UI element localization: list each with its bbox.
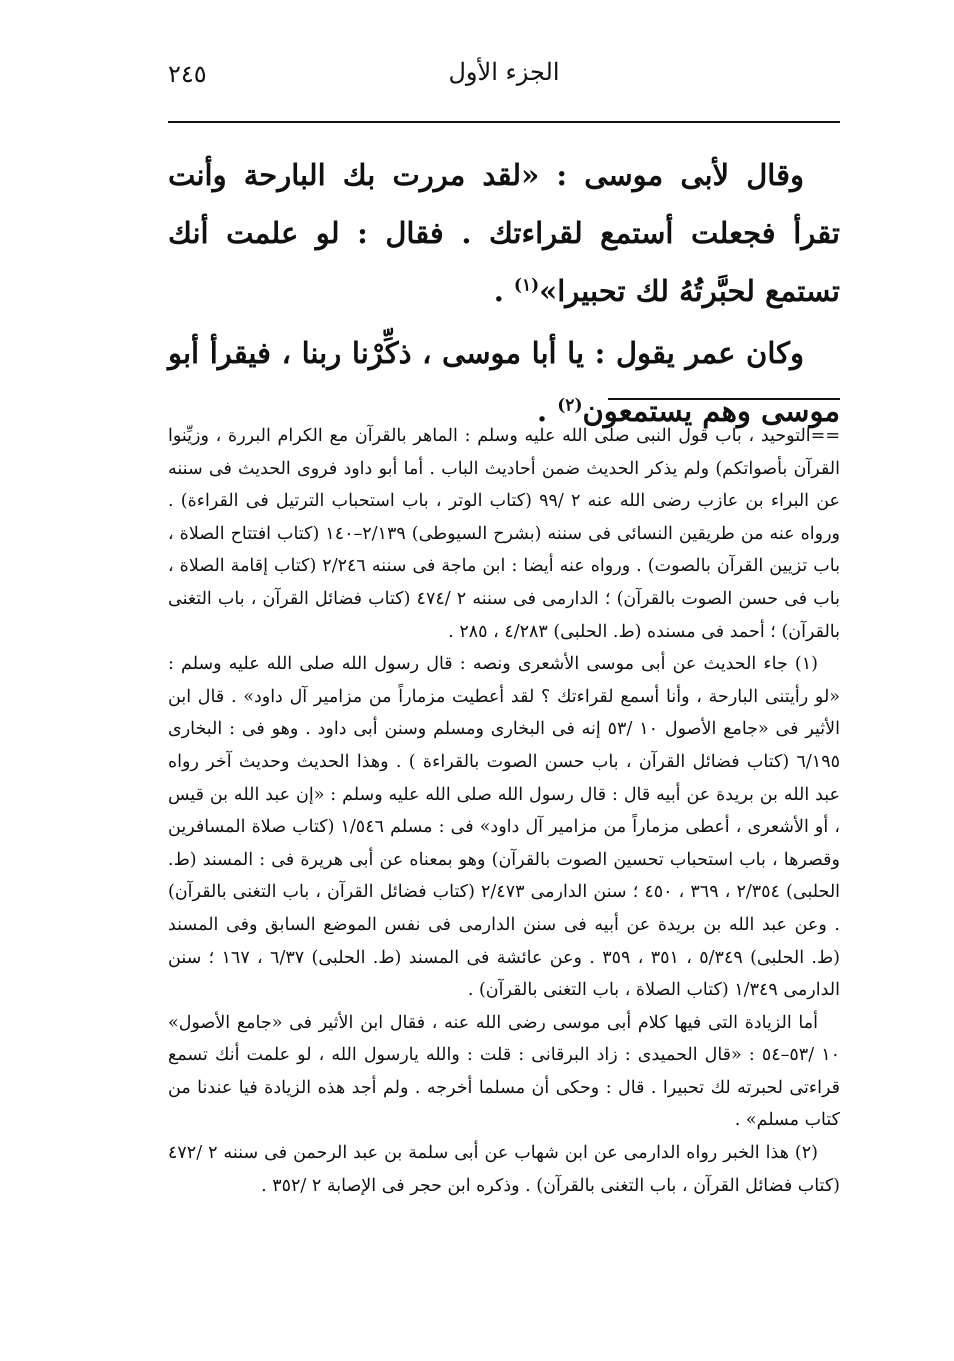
running-title: الجزء الأول [448, 58, 560, 86]
footnote-2: (٢) هذا الخبر رواه الدارمى عن ابن شهاب عن أبى سلمة بن عبد الرحمن فى سننه ٢ /٤٧٢ (كتاب فضائل القرآن ، باب التغنى بالقرآن) . وذكره ابن حجر فى الإصابة ٢ /٣٥٢ . [168, 1143, 840, 1196]
page-number: ٢٤٥ [168, 60, 207, 88]
footnote-separator [608, 398, 840, 400]
main-paragraph-2-end: . [537, 394, 558, 428]
footnote-continuation [168, 420, 840, 648]
continuation-mark: == [810, 426, 840, 446]
main-paragraph-1-end: . [493, 274, 514, 308]
page-header [168, 58, 840, 98]
footnote-1: (١) جاء الحديث عن أبى موسى الأشعرى ونصه : قال رسول الله صلى الله عليه وسلم : «لو رأيتنى البارحة ، وأنا أسمع لقراءتك ؟ لقد أعطيت مزماراً من مزامير آل داود» . قال ابن الأثير فى «جامع الأصول ١٠ /٥٣ إنه فى البخارى ومسلم وسنن أبى داود . وهو فى : البخارى ٦/١٩٥ (كتاب فضائل القرآن ، باب حسن الصوت بالقراءة ) . وهذا الحديث وحديث آخر رواه عبد الله بن بريدة عن أبيه قال : قال رسول الله صلى الله عليه وسلم : «إن عبد الله بن قيس ، أو الأشعرى ، أعطى مزماراً من مزامير آل داود» فى : مسلم ١/٥٤٦ (كتاب صلاة المسافرين وقصرها ، باب استحباب تحسين الصوت بالقرآن) وهو بمعناه عن أبى هريرة فى : المسند (ط. الحلبى) ٢/٣٥٤ ، ٣٦٩ ، ٤٥٠ ؛ سنن الدارمى ٢/٤٧٣ (كتاب فضائل القرآن ، باب التغنى بالقرآن) . وعن عبد الله بن بريدة عن أبيه فى سنن الدارمى فى نفس الموضع السابق وفى المسند (ط. الحلبى) ٥/٣٤٩ ، ٣٥١ ، ٣٥٩ . وعن عائشة فى المسند (ط. الحلبى) ٦/٣٧ ، ١٦٧ ؛ سنن الدارمى ١/٣٤٩ (كتاب الصلاة ، باب التغنى بالقرآن) . [168, 654, 841, 1001]
main-paragraph-1-text: وقال لأبى موسى : «لقد مررت بك البارحة وأنت تقرأ فجعلت أستمع لقراءتك . فقال : لو علمت أنك تستمع لحبَّرتُهُ لك تحبيرا» [168, 158, 840, 308]
footnote-ref-1: (١) [513, 275, 540, 296]
footnotes [168, 420, 840, 1202]
footnote-1-continued: أما الزيادة التى فيها كلام أبى موسى رضى الله عنه ، فقال ابن الأثير فى «جامع الأصول» ١٠ /٥٣–٥٤ : «قال الحميدى : زاد البرقانى : قلت : والله يارسول الله ، لو علمت أنك تسمع قراءتى لحبرته لك تحبيرا . قال : وحكى أن مسلما أخرجه . ولم أجد هذه الزيادة فيا عندنا من كتاب مسلم» . [168, 1012, 840, 1131]
footnote-ref-2: (٢) [557, 395, 583, 416]
header-rule [168, 121, 840, 123]
main-paragraph-2-text: وكان عمر يقول : يا أبا موسى ، ذكِّرْنا ربنا ، فيقرأ أبو موسى وهم يستمعون [168, 336, 840, 428]
main-paragraph-1 [168, 146, 840, 320]
footnote-continuation-text: التوحيد ، باب قول النبى صلى الله عليه وسلم : الماهر بالقرآن مع الكرام البررة ، وزيِّنوا القرآن بأصواتكم) ولم يذكر الحديث ضمن أحاديث الباب . أما أبو داود فروى الحديث فى سننه عن البراء بن عازب رضى الله عنه ٢ /٩٩ (كتاب الوتر ، باب استحباب الترتيل فى القراءة) . ورواه عنه من طريقين النسائى فى سننه (بشرح السيوطى) ٢/١٣٩–١٤٠ (كتاب افتتاح الصلاة ، باب تزيين القرآن بالصوت) . ورواه عنه أيضا : ابن ماجة فى سننه ٢/٢٤٦ (كتاب إقامة الصلاة ، باب فى حسن الصوت بالقرآن) ؛ الدارمى فى سننه ٢ /٤٧٤ (كتاب فضائل القرآن ، باب التغنى بالقرآن) ؛ أحمد فى مسنده (ط. الحلبى) ٤/٢٨٣ ، ٢٨٥ . [168, 426, 840, 642]
main-text [168, 146, 840, 440]
